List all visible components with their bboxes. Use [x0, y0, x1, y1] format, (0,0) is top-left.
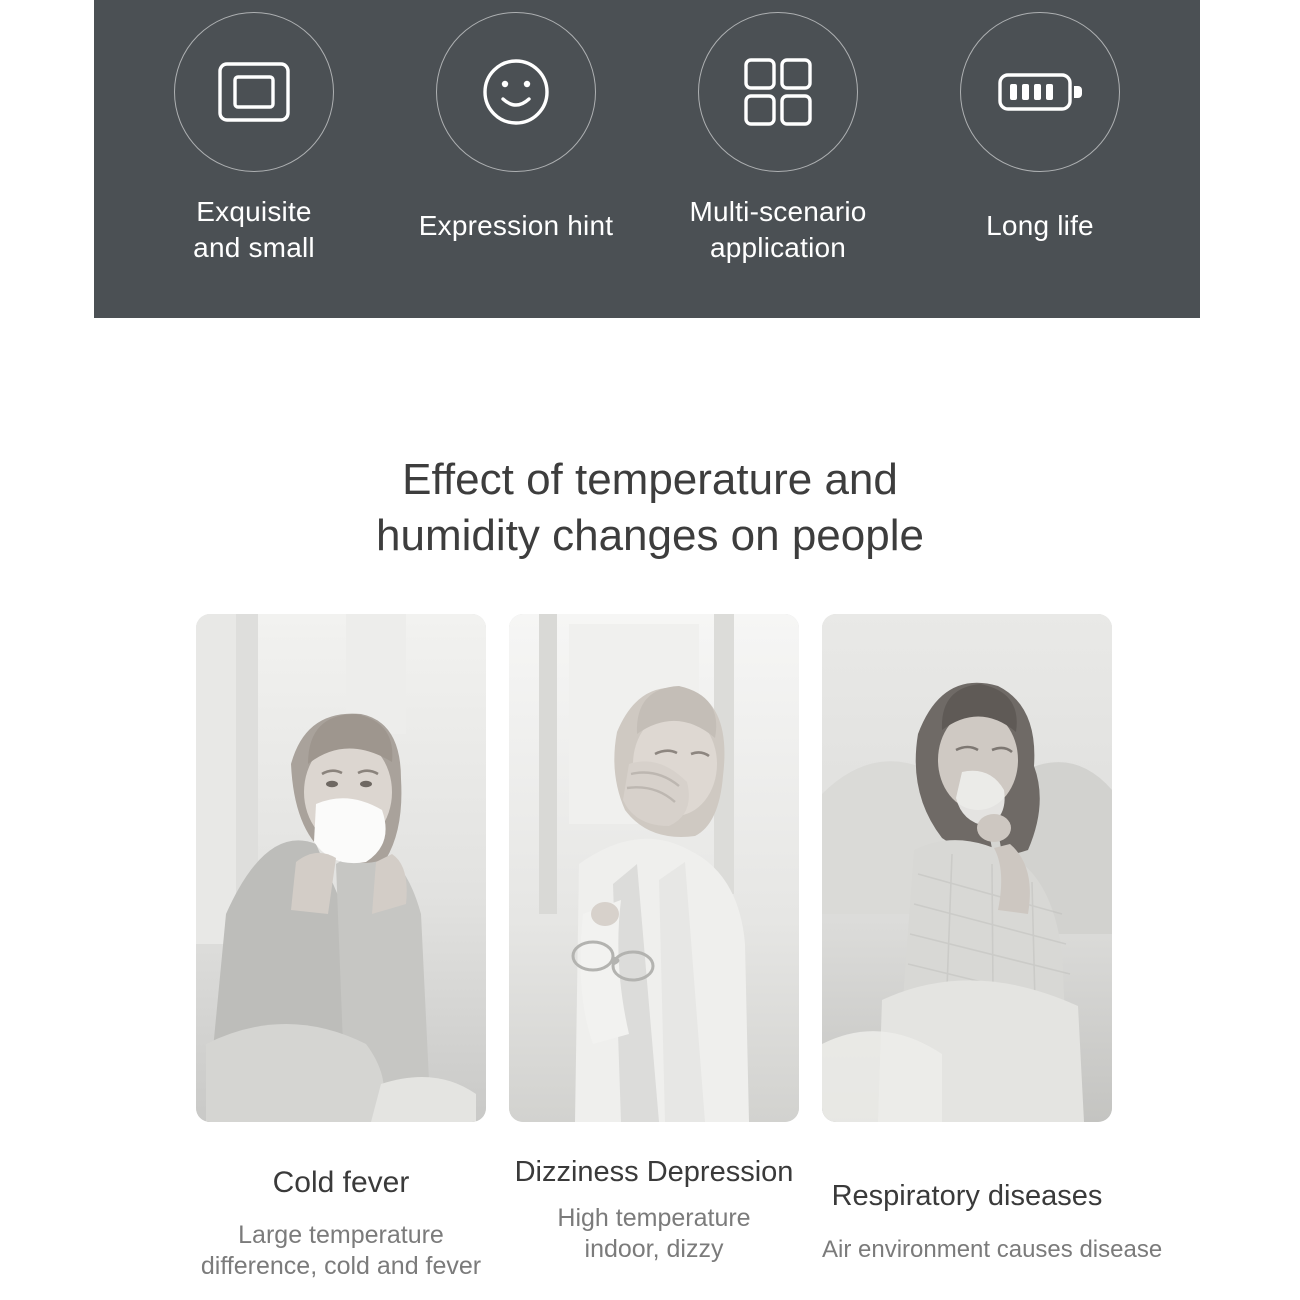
section-title	[0, 452, 1300, 565]
square-frame-icon	[216, 54, 292, 130]
card-title: Cold fever	[272, 1166, 410, 1199]
feature-item-expression-hint	[396, 0, 636, 244]
card-subtitle	[196, 1220, 486, 1283]
feature-item-long-life	[920, 0, 1160, 244]
section-title-line1: Effect of temperature and	[402, 455, 898, 504]
card-subtitle-line: indoor, dizzy	[584, 1235, 724, 1264]
feature-icon-circle	[174, 12, 334, 172]
feature-label-line: application	[709, 231, 847, 263]
feature-label	[689, 194, 866, 266]
card-respiratory-diseases	[822, 614, 1163, 1283]
card-subtitle-line: Air environment causes disease	[822, 1236, 1163, 1263]
feature-label-line: Multi-scenario	[689, 196, 867, 227]
card-subtitle	[822, 1235, 1163, 1265]
feature-label	[419, 208, 613, 244]
feature-label-line: and small	[193, 231, 315, 263]
card-subtitle	[509, 1203, 799, 1266]
feature-icon-circle	[436, 12, 596, 172]
feature-label-line: Expression hint	[418, 210, 614, 241]
feature-icon-circle	[960, 12, 1120, 172]
feature-label	[986, 208, 1094, 244]
card-title: Respiratory diseases	[831, 1180, 1103, 1212]
woman-blowing-nose-in-blanket-photo	[196, 614, 486, 1122]
section-title-line2: humidity changes on people	[376, 511, 924, 561]
feature-label	[193, 194, 315, 266]
card-cold-fever	[196, 614, 486, 1283]
card-title: Dizziness Depression	[514, 1156, 794, 1188]
feature-icon-circle	[698, 12, 858, 172]
feature-item-multi-scenario-application	[658, 0, 898, 266]
feature-item-exquisite-and-small	[134, 0, 374, 266]
smiley-face-icon	[478, 54, 554, 130]
feature-label-line: Long life	[986, 210, 1094, 241]
feature-label-line: Exquisite	[196, 196, 312, 227]
feature-strip	[94, 0, 1200, 318]
four-squares-grid-icon	[742, 56, 814, 128]
card-dizziness-depression	[509, 614, 799, 1283]
woman-holding-glasses-headache-photo	[509, 614, 799, 1122]
card-subtitle-line: High temperature	[557, 1204, 751, 1232]
card-subtitle-line: difference, cold and fever	[200, 1252, 482, 1281]
card-subtitle-line: Large temperature	[238, 1221, 444, 1249]
battery-full-icon	[997, 67, 1083, 117]
woman-using-nebulizer-in-bed-photo	[822, 614, 1112, 1122]
symptom-cards	[196, 614, 1163, 1283]
